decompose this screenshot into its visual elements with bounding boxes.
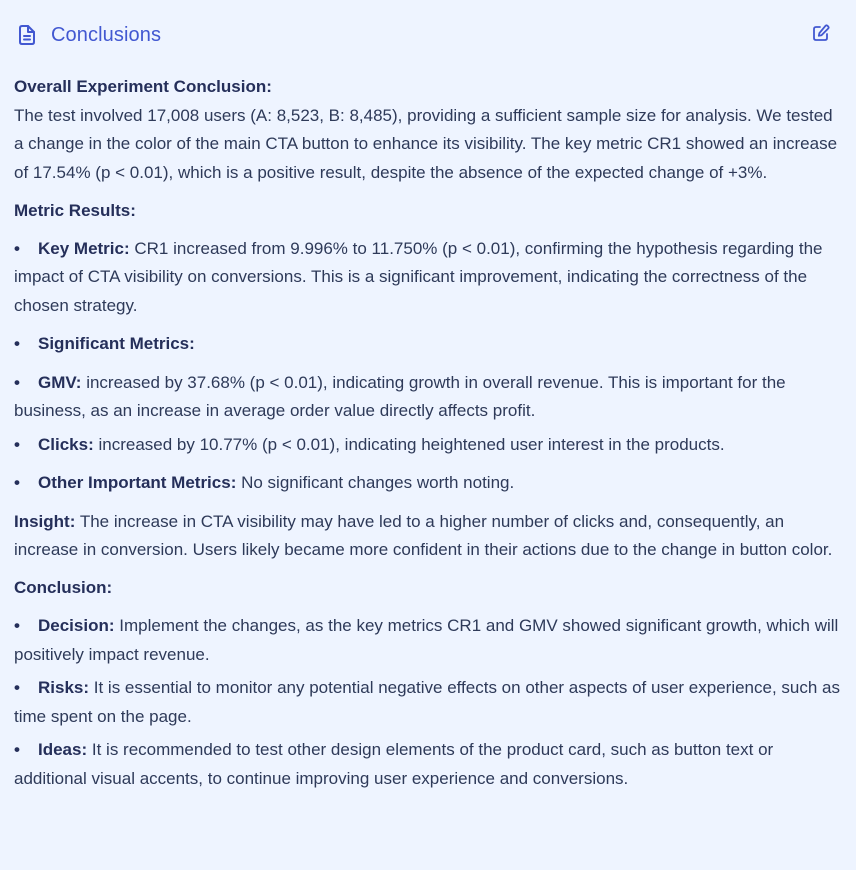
metric-item-clicks [14, 431, 842, 460]
metric-text: increased by 37.68% (p < 0.01), indicating growth in overall revenue. This is important for the business, as an increase in average order value directly affects profit. [14, 372, 786, 420]
metric-label: GMV: [38, 372, 82, 392]
conclusion-label: Decision: [38, 616, 115, 635]
conclusion-label: Ideas: [38, 740, 88, 759]
bullet: • [14, 740, 20, 759]
conclusion-label: Risks: [38, 678, 90, 697]
metric-results-list [14, 235, 842, 498]
panel-header [14, 0, 842, 70]
bullet: • [14, 473, 20, 492]
metric-item-key-metric [14, 235, 842, 321]
metric-text: No significant changes worth noting. [241, 473, 515, 492]
edit-icon [812, 24, 830, 45]
conclusion-text: It is recommended to test other design elements of the product card, such as button text or additional visual accents, to continue improving user experience and conversions. [14, 740, 774, 788]
bullet: • [14, 678, 20, 697]
metric-label: Other Important Metrics: [38, 473, 237, 492]
metric-label: Clicks: [38, 434, 94, 454]
bullet: • [14, 334, 20, 353]
conclusion-item-decision [14, 612, 842, 669]
edit-button[interactable] [810, 23, 832, 45]
insight-text: The increase in CTA visibility may have led to a higher number of clicks and, consequently, an increase in conversion. Users likely became more confident in their actions due to the change in button color. [14, 511, 833, 559]
metric-item-other-metrics [14, 469, 842, 498]
panel-title: Conclusions [51, 23, 162, 46]
overall-conclusion-text: The test involved 17,008 users (A: 8,523, B: 8,485), providing a sufficient sample size for analysis. We tested a change in the color of the main CTA button to enhance its visibility. The key metric CR1 showed an increase of 17.54% (p < 0.01), which is a positive result, despite the absence of the expected change of +3%. [14, 105, 838, 182]
insight-paragraph [14, 508, 842, 565]
metric-label: Significant Metrics: [38, 334, 195, 353]
overall-conclusion-heading: Overall Experiment Conclusion: [14, 77, 272, 96]
metric-item-significant-metrics [14, 330, 842, 359]
bullet: • [14, 238, 20, 258]
conclusion-heading: Conclusion: [14, 577, 113, 597]
bullet: • [14, 434, 20, 454]
conclusion-item-risks [14, 674, 842, 731]
metric-text: increased by 10.77% (p < 0.01), indicating heightened user interest in the products. [98, 434, 725, 454]
bullet: • [14, 616, 20, 635]
document-icon [16, 24, 38, 46]
metric-text: CR1 increased from 9.996% to 11.750% (p < 0.01), confirming the hypothesis regarding the impact of CTA visibility on conversions. This is a significant improvement, indicating the correctness of the chosen strategy. [14, 238, 823, 315]
conclusion-text: It is essential to monitor any potential negative effects on other aspects of user experience, such as time spent on the page. [14, 678, 840, 726]
metric-label: Key Metric: [38, 238, 130, 258]
conclusion-item-ideas [14, 736, 842, 793]
bullet: • [14, 372, 20, 392]
metric-item-gmv [14, 369, 842, 426]
conclusion-text: Implement the changes, as the key metrics CR1 and GMV showed significant growth, which will positively impact revenue. [14, 616, 839, 664]
conclusion-list [14, 612, 842, 793]
insight-label: Insight: [14, 511, 76, 531]
metric-results-heading: Metric Results: [14, 201, 136, 220]
conclusions-content [14, 73, 842, 793]
